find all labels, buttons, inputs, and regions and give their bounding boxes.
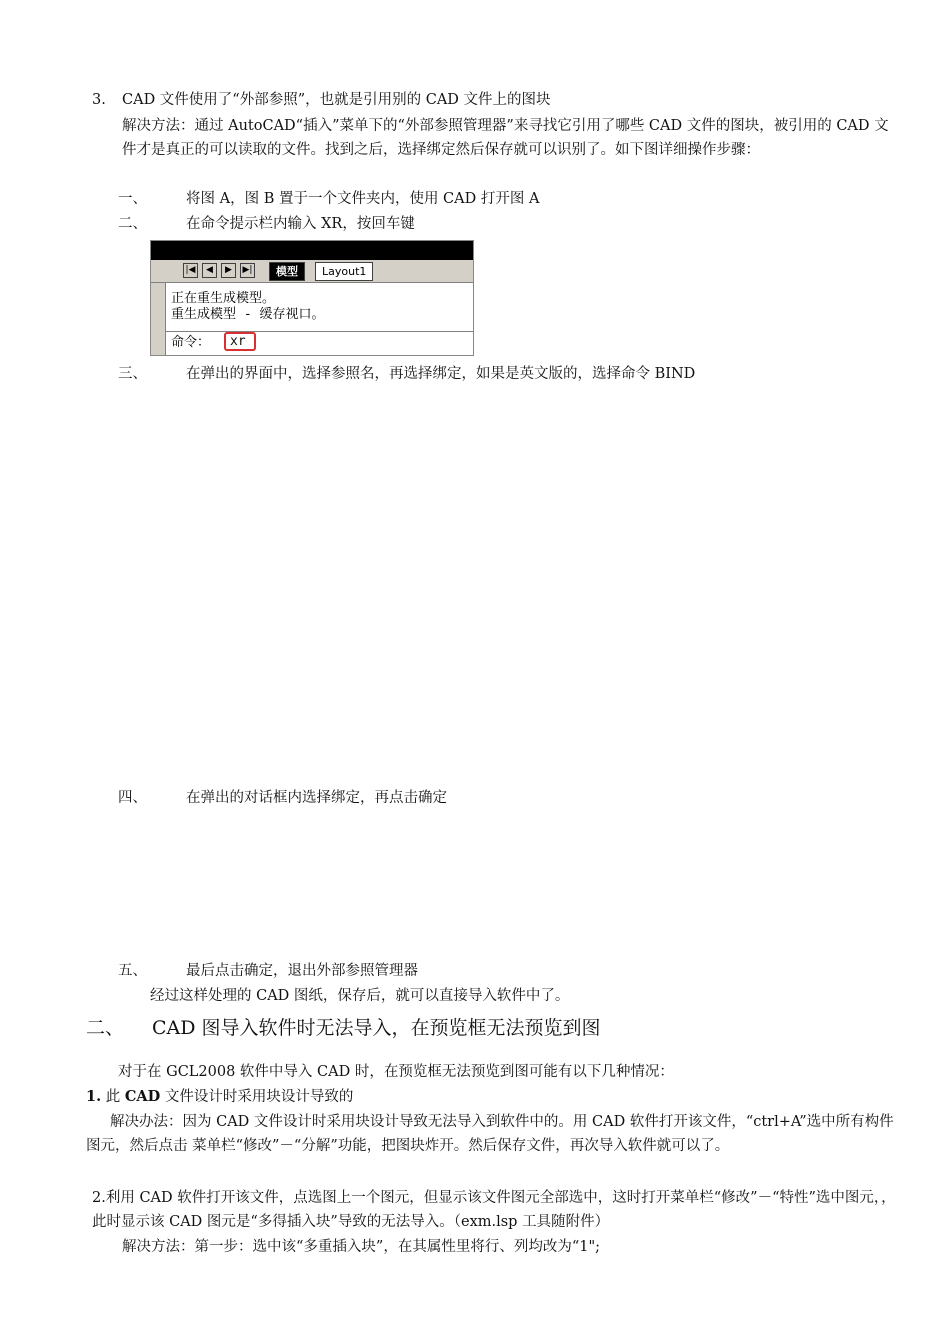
first-tab-icon[interactable]: |◀ [183,263,198,278]
item1-number: 1. [86,1088,102,1105]
last-tab-icon[interactable]: ▶| [240,263,255,278]
item-title: CAD 文件使用了“外部参照”，也就是引用别的 CAD 文件上的图块 [122,92,551,108]
next-tab-icon[interactable]: ▶ [221,263,236,278]
item1-heading [86,1085,353,1109]
item2-text: 2.利用 CAD 软件打开该文件，点选图上一个图元，但显示该文件图元全部选中，这时打开菜单栏“修改”－“特性”选中图元，，此时显示该 CAD 图元是“多得插入块”导致的无法导入。（exm.lsp 工具随附件） [92,1190,896,1230]
cad-command-prompt: 命令： [171,335,211,350]
step-marker: 一、 [118,191,147,207]
step-text: 将图 A，图 B 置于一个文件夹内，使用 CAD 打开图 A [186,191,540,207]
step-text: 最后点击确定，退出外部参照管理器 [186,963,418,979]
cad-separator [165,331,473,332]
item1-solution: 解决办法：因为 CAD 文件设计时采用块设计导致无法导入到软件中的。用 CAD 软件打开该文件，“ctrl+A”选中所有构件图元，然后点击 菜单栏“修改”－“分解”功能，把图块炸开。然后保存文件，再次导入软件就可以了。 [86,1114,894,1154]
step-text: 在弹出的界面中，选择参照名，再选择绑定，如果是英文版的，选择命令 BIND [186,366,696,382]
item2-solution: 解决方法：第一步：选中该“多重插入块”，在其属性里将行、列均改为“1"; [122,1239,601,1255]
tab-model[interactable]: 模型 [269,262,305,281]
step-marker: 三、 [118,366,147,382]
cad-history-line: 重生成模型 - 缓存视口。 [171,307,325,322]
cad-scrollbar[interactable] [151,283,166,356]
cad-history-line: 正在重生成模型。 [171,291,276,306]
item1-title-pre: 此 [105,1089,121,1105]
cad-command-input[interactable]: xr [230,334,246,349]
step-marker: 二、 [118,216,147,232]
step-marker: 四、 [118,790,147,806]
step-marker: 五、 [118,963,147,979]
tab-layout1[interactable]: Layout1 [315,262,373,281]
cad-tab-bar [151,260,473,283]
section-heading: CAD 图导入软件时无法导入，在预览框无法预览到图 [152,1017,601,1039]
cad-black-bar [151,241,473,260]
conclusion-text: 经过这样处理的 CAD 图纸，保存后，就可以直接导入软件中了。 [150,988,570,1004]
item1-title-post: 文件设计时采用块设计导致的 [164,1089,354,1105]
solution-paragraph: 解决方法：通过 AutoCAD“插入”菜单下的“外部参照管理器”来寻找它引用了哪些 CAD 文件的图块，被引用的 CAD 文件才是真正的可以读取的文件。找到之后，选择绑定然后保存就可以识别了。如下图详细操作步骤： [122,118,889,158]
item-number: 3. [92,92,106,108]
step-text: 在弹出的对话框内选择绑定，再点击确定 [186,790,447,806]
item1-title-bold: CAD [124,1088,161,1105]
intro-text: 对于在 GCL2008 软件中导入 CAD 时，在预览框无法预览到图可能有以下几种情况： [118,1064,674,1080]
cad-command-screenshot [150,240,474,356]
step-text: 在命令提示栏内输入 XR，按回车键 [186,216,415,232]
prev-tab-icon[interactable]: ◀ [202,263,217,278]
section-marker: 二、 [86,1017,125,1039]
